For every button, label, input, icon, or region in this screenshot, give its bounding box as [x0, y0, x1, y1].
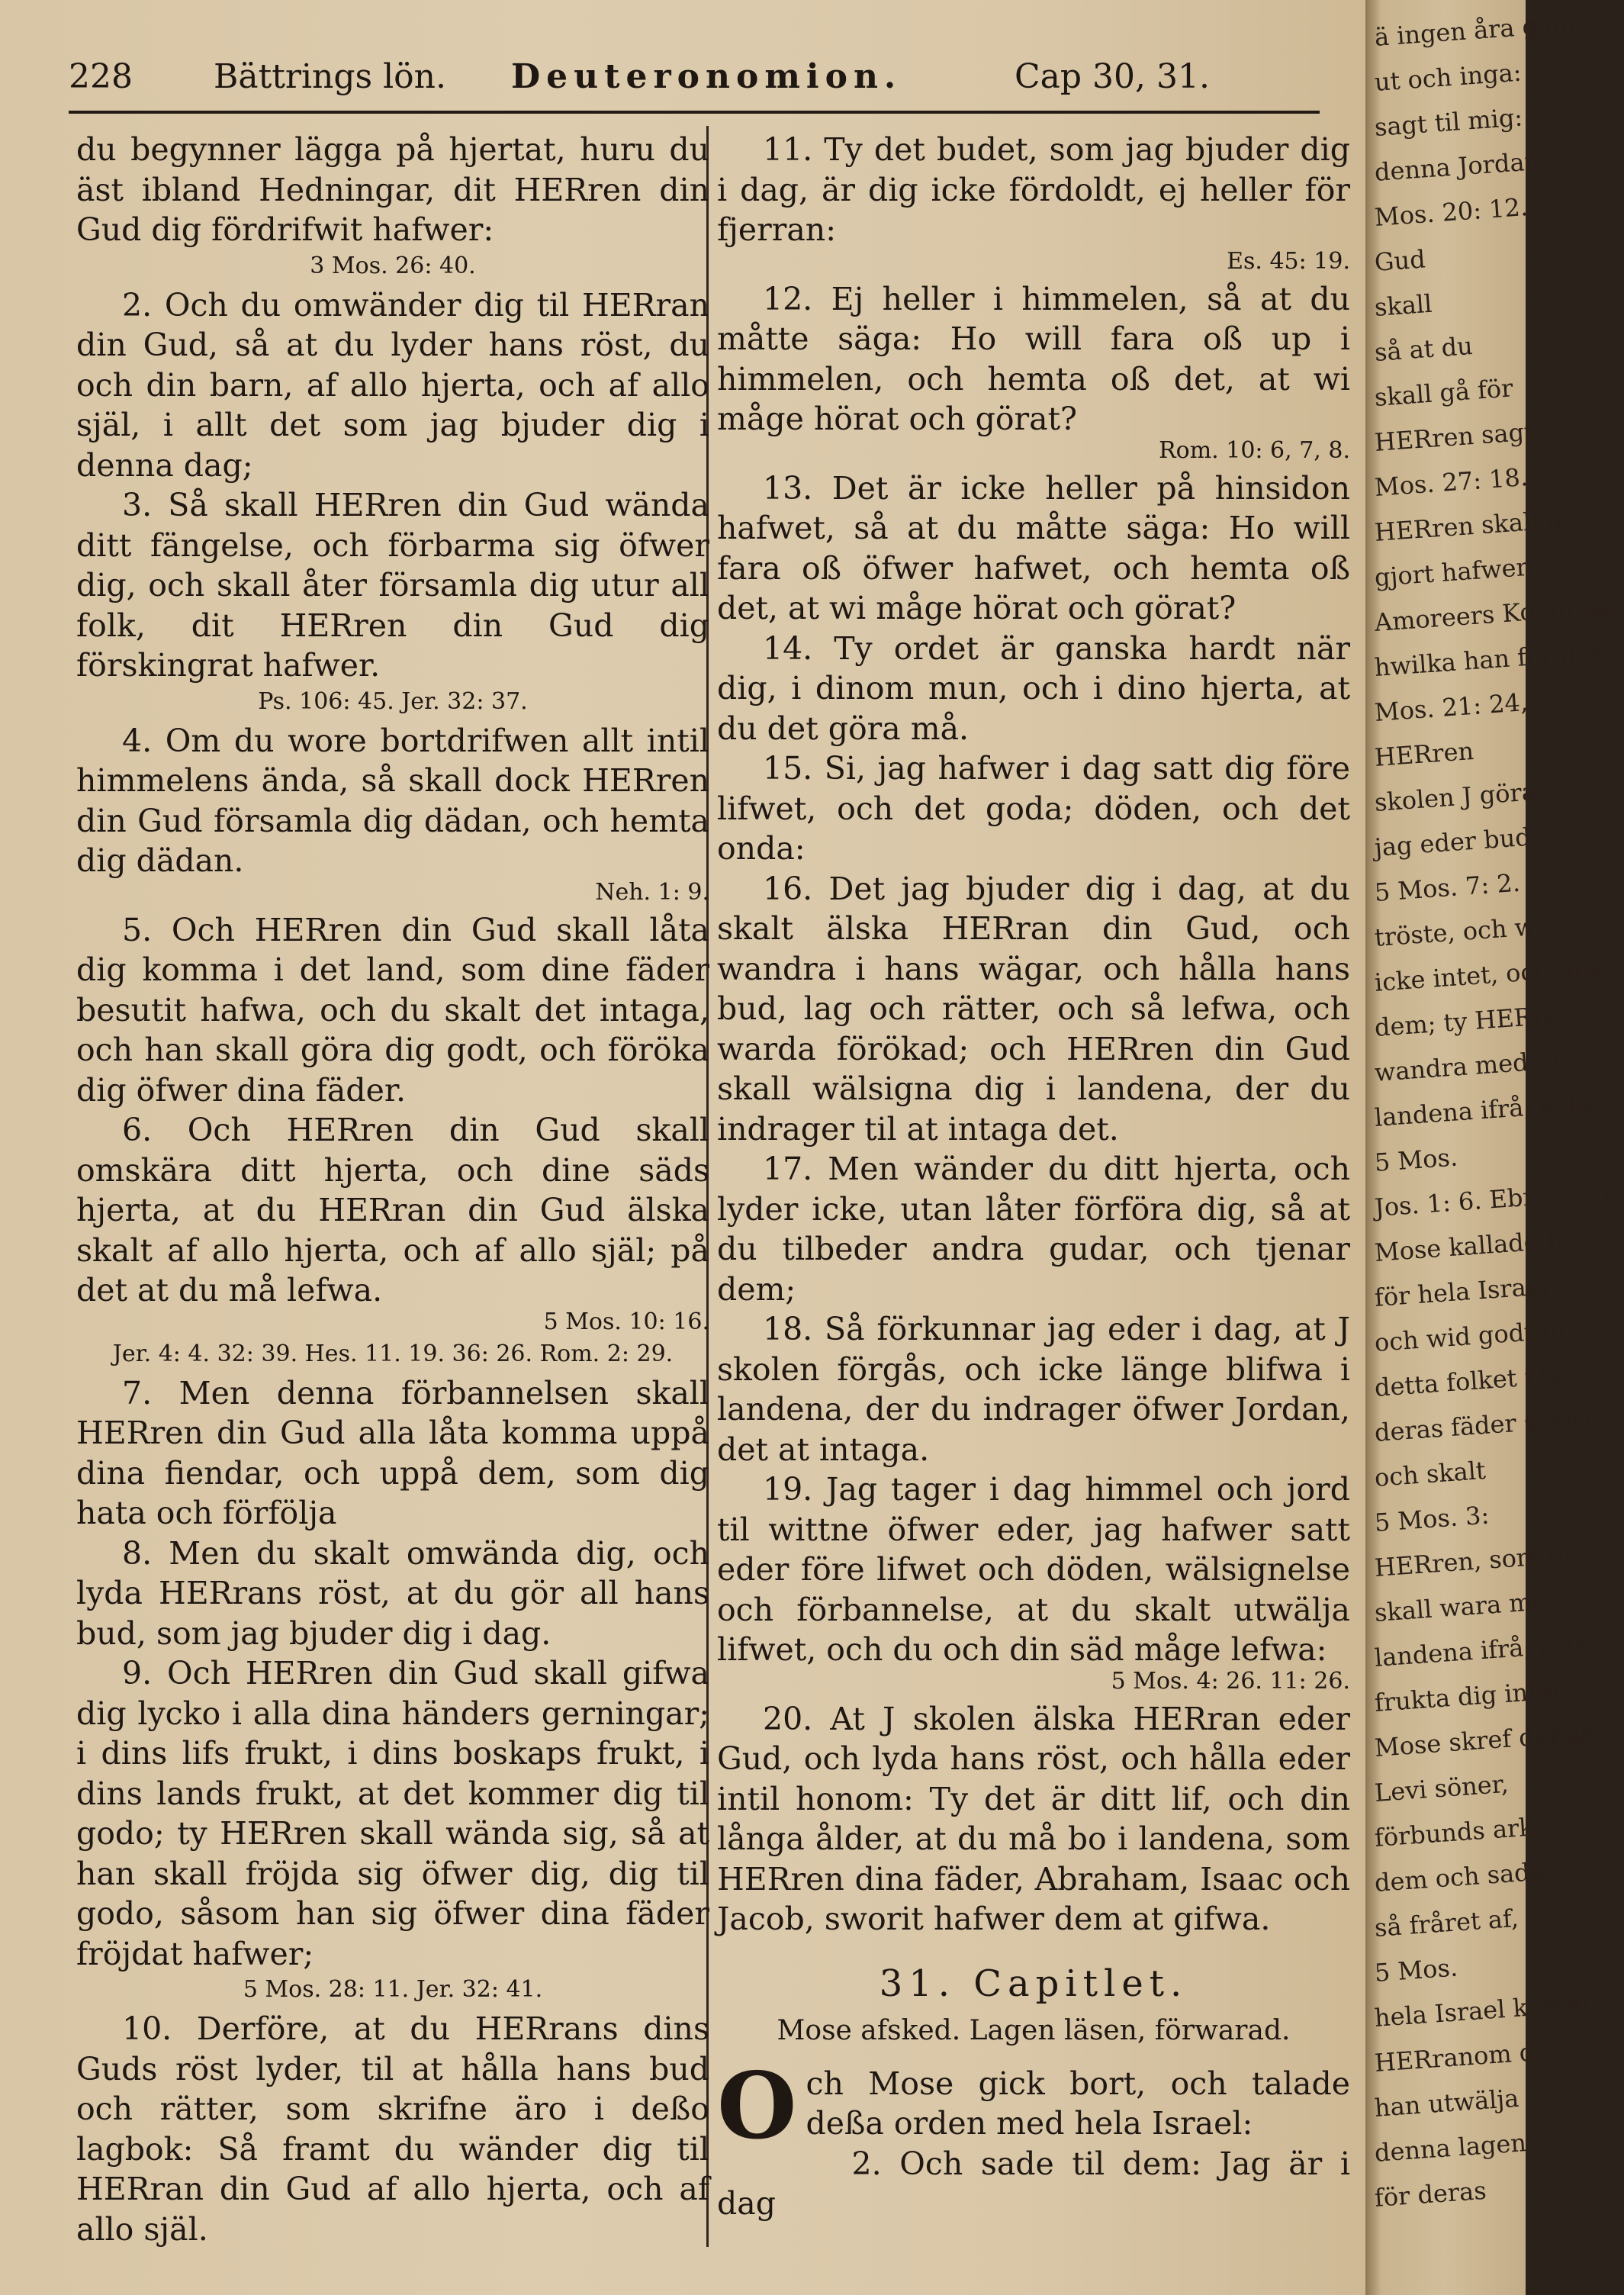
right-verse: 17. Men wänder du ditt hjerta, och lyder icke, utan låter förföra dig, så at du tilbeder andra gudar, och tjenar dem;: [717, 1151, 1350, 1308]
adjacent-page-line: HERren sagt: [1373, 417, 1536, 457]
first-verse-text: ch Mose gick bort, och talade deßa orden med hela Israel:: [806, 2065, 1350, 2142]
adjacent-page-line: tröste, och wid: [1373, 910, 1560, 952]
header-left-title: Bättrings lön.: [214, 57, 446, 96]
adjacent-page-line: dem; ty HERren: [1373, 999, 1575, 1042]
left-inline-reference: Neh. 1: 9.: [595, 878, 709, 906]
left-verse: 5. Och HERren din Gud skall låta dig komma i det land, som dine fäder besutit hafwa, och du skalt det intaga, och han skall göra dig godt, och föröka dig öfwer dina fäder.: [76, 911, 709, 1109]
adjacent-page-line: för hela Israel: [1373, 1271, 1549, 1312]
running-header: [69, 57, 1320, 105]
drop-cap: O: [717, 2052, 797, 2160]
adjacent-page-line: hwilka han förgjor: [1373, 637, 1603, 682]
left-verse: du begynner lägga på hjertat, huru du äst ibland Hedningar, dit HERren din Gud dig fördrifwit hafwer:: [76, 131, 709, 248]
right-verse: 12. Ej heller i himmelen, så at du måtte säga: Ho will fara oß up i himmelen, och hemta oß det, at wi måge hörat och görat?: [717, 280, 1350, 437]
left-verse: 4. Om du wore bortdrifwen allt intil himmelens ända, så skall dock HERren din Gud församla dig dädan, och hemta dig dädan.: [76, 722, 709, 879]
adjacent-page-line: förbunds ark,: [1373, 1811, 1542, 1852]
left-verse: 10. Derföre, at du HERrans dins Guds röst lyder, til at hålla hans bud och rätter, som skrifne äro i deßo lagbok: Så framt du wänder dig til HERran din Gud af allo hjerta, och af allo själ.: [76, 2010, 709, 2248]
adjacent-page-line: ä ingen åra gam: [1373, 8, 1577, 52]
page-number: 228: [69, 57, 133, 96]
adjacent-page-line: HERren: [1373, 735, 1475, 772]
adjacent-page-line: skall wara me: [1373, 1586, 1548, 1627]
left-cross-reference: 5 Mos. 28: 11. Jer. 32: 41.: [243, 1976, 543, 2003]
adjacent-page-line: icke intet, och gru: [1373, 952, 1602, 997]
adjacent-page-line: hela Israel komm: [1373, 1988, 1590, 2033]
left-verse: 9. Och HERren din Gud skall gifwa dig lycko i alla dina händers gerningar; i dins lifs frukt, i dins boskaps frukt, i dins lands frukt, at det kommer dig til godo; ty HERren skall wända sig, så at han skall fröjda sig öfwer dig, dig til godo, såsom han sig öfwer dina fäder fröjdat hafwer;: [76, 1655, 709, 1972]
right-verse: 20. At J skolen älska HERran eder Gud, och lyda hans röst, och hålla eder intil honom: Ty det är ditt lif, och din långa ålder, at du må bo i landena, som HERren dina fäder, Abraham, Isaac och Jacob, sworit hafwer dem at gifwa.: [717, 1700, 1350, 1937]
adjacent-page-line: Mos. 20: 12.: [1373, 192, 1529, 232]
adjacent-page-line: wandra med dig: [1373, 1044, 1576, 1087]
left-column: [76, 130, 709, 2249]
chapter-heading: 31. Capitlet.: [879, 1962, 1188, 2005]
adjacent-page-line: HERren, som fö: [1373, 1540, 1572, 1582]
left-cross-reference: Jer. 4: 4. 32: 39. Hes. 11. 19. 36: 26. Rom. 2: 29.: [112, 1340, 674, 1367]
adjacent-page-line: gjort hafwer: [1373, 552, 1529, 592]
right-verse: 15. Si, jag hafwer i dag satt dig före lifwet, och det goda; döden, och det onda:: [717, 750, 1350, 867]
header-chapter-ref: Cap 30, 31.: [1015, 57, 1210, 96]
adjacent-page-line: deras fäder swori: [1373, 1403, 1593, 1447]
chapter-second-verse: 2. Och sade til dem: Jag är i dag: [717, 2145, 1350, 2222]
header-rule: [69, 111, 1320, 114]
adjacent-page-line: Mose skref denna: [1373, 1717, 1596, 1762]
adjacent-page-line: HERren skall g: [1373, 504, 1564, 547]
left-inline-reference: 5 Mos. 10: 16.: [543, 1308, 709, 1335]
adjacent-page-line: Mose kallade Josu: [1373, 1222, 1600, 1267]
adjacent-page-line: skall gå för: [1373, 373, 1514, 412]
right-verse: 18. Så förkunnar jag eder i dag, at J skolen förgås, och icke länge blifwa i landena, der du indrager öfwer Jordan, det at intaga.: [717, 1311, 1350, 1468]
adjacent-page-line: Mos. 21: 24, 35.: [1373, 684, 1576, 727]
adjacent-page-line: denna lagen: [1373, 2128, 1528, 2168]
left-cross-reference: 3 Mos. 26: 40.: [310, 252, 476, 279]
right-verse: 16. Det jag bjuder dig i dag, at du skalt älska HERran din Gud, och wandra i hans wägar, och hålla hans bud, lag och rätter, och så lefwa, och warda förökad; och HERren din Gud skall wälsigna dig i landena, der du indrager til at intaga det.: [717, 870, 1350, 1148]
chapter-first-verse: [717, 2052, 1350, 2160]
adjacent-page-line: så at du: [1373, 331, 1474, 367]
adjacent-page-line: skolen J göra: [1373, 777, 1537, 817]
adjacent-page-line: ut och inga:: [1373, 57, 1523, 97]
adjacent-page-line: dem och sade: [1373, 1856, 1545, 1897]
left-verse: 8. Men du skalt omwända dig, och lyda HERrans röst, at du gör all hans bud, som jag bjuder dig i dag.: [76, 1534, 709, 1652]
left-verse: 3. Så skall HERren din Gud wända ditt fängelse, och förbarma sig öfwer dig, och skall åter församla dig utur all folk, dit HERren din Gud dig förskingrat hafwer.: [76, 487, 709, 684]
adjacent-page-line: så fråret af,: [1373, 1903, 1519, 1943]
adjacent-page-line: Amoreers Konungar: [1373, 591, 1624, 637]
adjacent-page-line: för deras: [1373, 2175, 1487, 2213]
adjacent-page-line: frukta dig intet,: [1373, 1675, 1571, 1717]
adjacent-page-line: 5 Mos.: [1373, 1952, 1459, 1988]
adjacent-page-line: skall: [1373, 288, 1433, 322]
adjacent-page-edge: [1365, 0, 1624, 2295]
right-column: [717, 130, 1350, 2224]
header-book-title: Deuteronomion.: [511, 57, 902, 96]
adjacent-page-line: 5 Mos.: [1373, 1142, 1459, 1177]
left-verse: 2. Och du omwänder dig til HERran din Gud, så at du lyder hans röst, du och din barn, af allo hjerta, och af allo själ, i allt det som jag bjuder dig i denna dag;: [76, 286, 709, 484]
adjacent-page-line: 5 Mos. 7: 2.: [1373, 867, 1522, 907]
adjacent-page-line: och wid godt m: [1373, 1315, 1566, 1357]
adjacent-page-line: Gud: [1373, 244, 1426, 277]
right-inline-reference: Rom. 10: 6, 7, 8.: [1159, 436, 1350, 464]
adjacent-page-line: HERranom din: [1373, 2036, 1560, 2078]
adjacent-page-line: denna Jordan.: [1373, 146, 1549, 187]
left-verse: 7. Men denna förbannelsen skall HERren din Gud alla låta komma uppå dina fiendar, och uppå dem, som dig hata och förfölja: [76, 1374, 709, 1531]
right-column-verses: [717, 130, 1350, 1939]
adjacent-page-line: detta folket i la: [1373, 1360, 1564, 1402]
adjacent-page-line: Jos. 1: 6. Ebr. 13: 5.: [1373, 1176, 1619, 1222]
adjacent-page-line: landena ifrå, icke: [1373, 1628, 1591, 1672]
adjacent-page-line: jag eder bud: [1373, 822, 1532, 862]
right-verse: 14. Ty ordet är ganska hardt när dig, i dinom mun, och i dino hjerta, at du det göra må.: [717, 629, 1350, 747]
right-verse: 13. Det är icke heller på hinsidon hafwet, så at du måtte säga: Ho will fara oß öfwer hafwet, och hemta oß det, at wi måge hörat och görat?: [717, 469, 1350, 626]
adjacent-page-line: 5 Mos. 3:: [1373, 1500, 1491, 1537]
left-cross-reference: Ps. 106: 45. Jer. 32: 37.: [258, 687, 528, 715]
adjacent-page-line: Mos. 27: 18.: [1373, 462, 1529, 502]
adjacent-page-line: landena ifrå, ej he: [1373, 1087, 1600, 1132]
right-verse: 19. Jag tager i dag himmel och jord til wittne öfwer eder, jag hafwer satt eder före lifwet och döden, wälsignelse och förbannelse, at du skalt utwälja lifwet, och du och din säd måge lefwa:: [717, 1471, 1350, 1668]
left-verse: 6. Och HERren din Gud skall omskära ditt hjerta, och dine säds hjerta, at du HERran din Gud älska skalt af allo hjerta, och af allo själ; på det at du må lefwa.: [76, 1112, 709, 1308]
right-inline-reference: Es. 45: 19.: [1227, 247, 1350, 275]
adjacent-page-line: sagt til mig:: [1373, 102, 1524, 142]
chapter-summary: Mose afsked. Lagen läsen, förwarad.: [777, 2015, 1291, 2046]
adjacent-page-line: han utwälja: [1373, 2083, 1520, 2123]
right-inline-reference: 5 Mos. 4: 26. 11: 26.: [1111, 1667, 1350, 1695]
right-verse: 11. Ty det budet, som jag bjuder dig i dag, är dig icke fördoldt, ej heller för fjerran:: [717, 131, 1350, 248]
adjacent-page-line: Levi söner,: [1373, 1769, 1510, 1807]
adjacent-page-line: och skalt: [1373, 1455, 1487, 1492]
